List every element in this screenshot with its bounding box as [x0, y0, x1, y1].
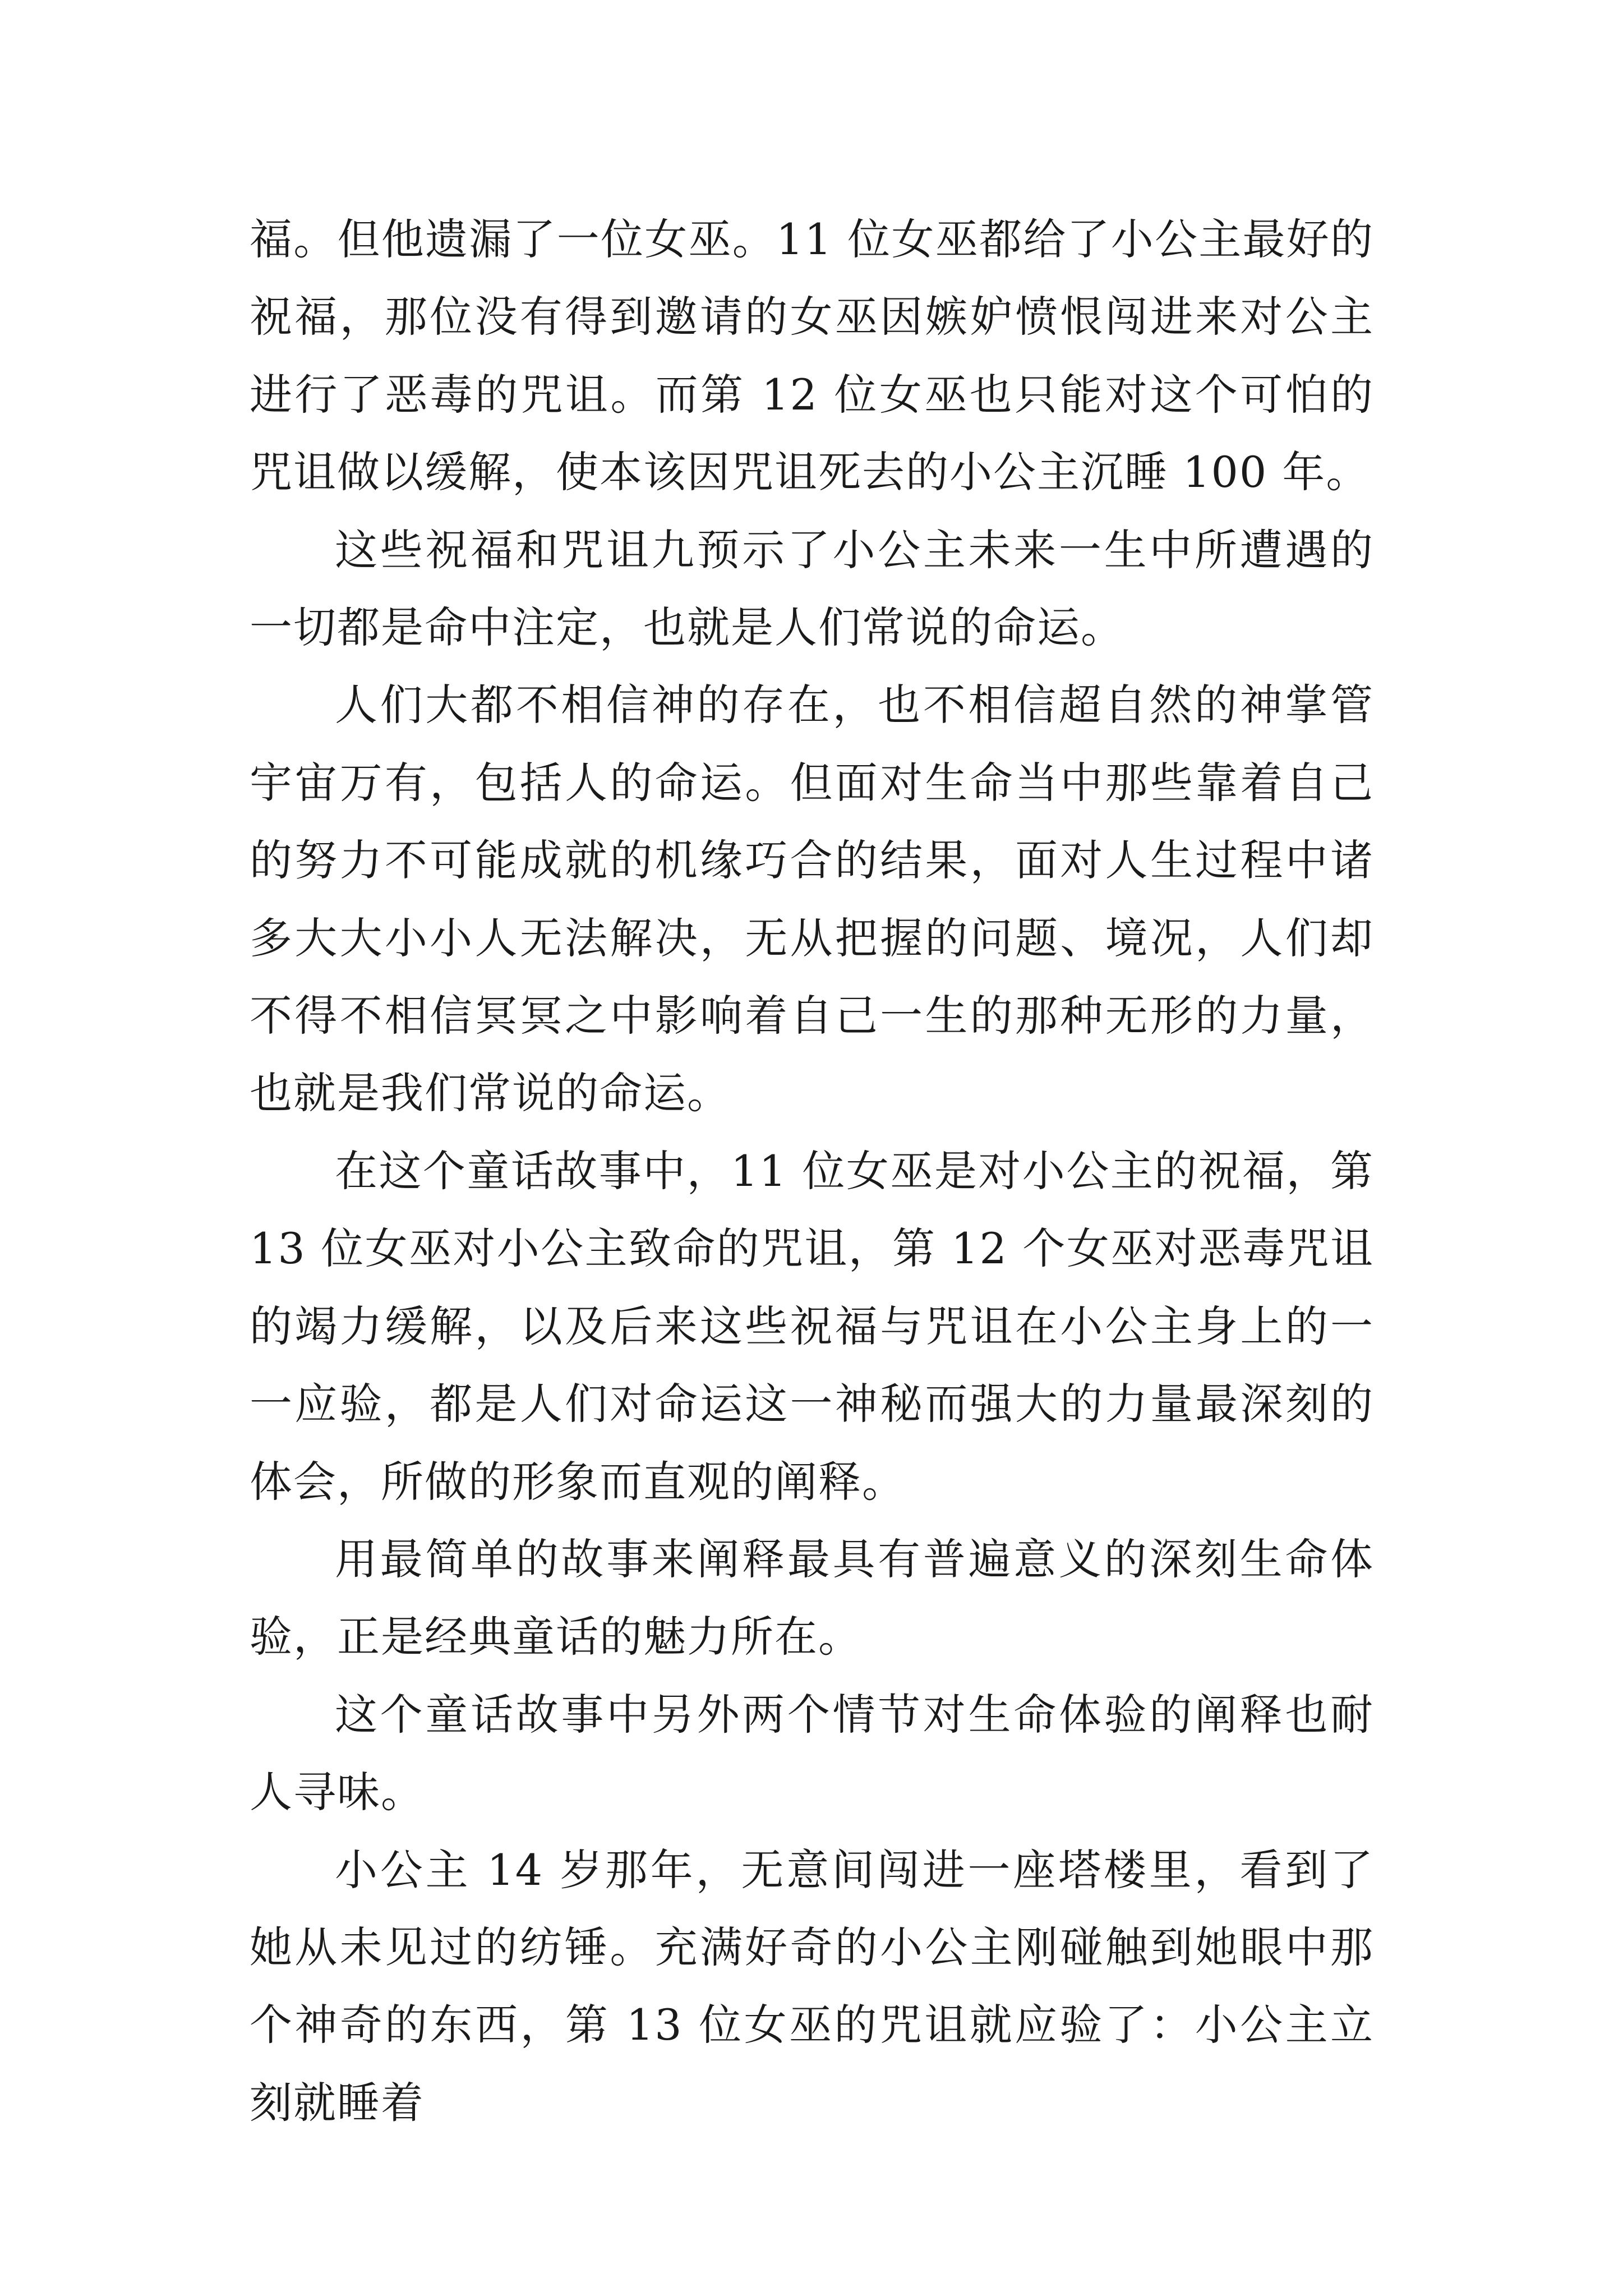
paragraph-two-more-episodes: 这个童话故事中另外两个情节对生命体验的阐释也耐人寻味。: [250, 1689, 1374, 1818]
paragraph-belief-in-fate: 人们大都不相信神的存在，也不相信超自然的神掌管宇宙万有，包括人的命运。但面对生命当中那些靠着自己的努力不可能成就的机缘巧合的结果，面对人生过程中诸多大大小小人无法解决，无从把握的问题、境况，人们却不得不相信冥冥之中影响着自己一生的那种无形的力量，也就是我们常说的命运。: [250, 680, 1374, 1119]
paragraph-fairy-tale-charm: 用最简单的故事来阐释最具有普遍意义的深刻生命体验，正是经典童话的魅力所在。: [250, 1534, 1374, 1662]
paragraph-spindle-episode: 小公主 14 岁那年，无意间闯进一座塔楼里，看到了她从未见过的纺锤。充满好奇的小公主刚碰触到她眼中那个神奇的东西，第 13 位女巫的咒诅就应验了：小公主立刻就睡着: [250, 1844, 1374, 2128]
paragraph-witches-interpretation: 在这个童话故事中，11 位女巫是对小公主的祝福，第 13 位女巫对小公主致命的咒诅，第 12 个女巫对恶毒咒诅的竭力缓解，以及后来这些祝福与咒诅在小公主身上的一一应验，都是人们对命运这一神秘而强大的力量最深刻的体会，所做的形象而直观的阐释。: [250, 1145, 1374, 1507]
document-body: [250, 201, 1374, 2142]
paragraph-continuation: 福。但他遗漏了一位女巫。11 位女巫都给了小公主最好的祝福，那位没有得到邀请的女巫因嫉妒愤恨闯进来对公主进行了恶毒的咒诅。而第 12 位女巫也只能对这个可怕的咒诅做以缓解，使本该因咒诅死去的小公主沉睡 100 年。: [250, 214, 1374, 498]
paragraph-fate-foretold: 这些祝福和咒诅九预示了小公主未来一生中所遭遇的一切都是命中注定，也就是人们常说的命运。: [250, 524, 1374, 653]
